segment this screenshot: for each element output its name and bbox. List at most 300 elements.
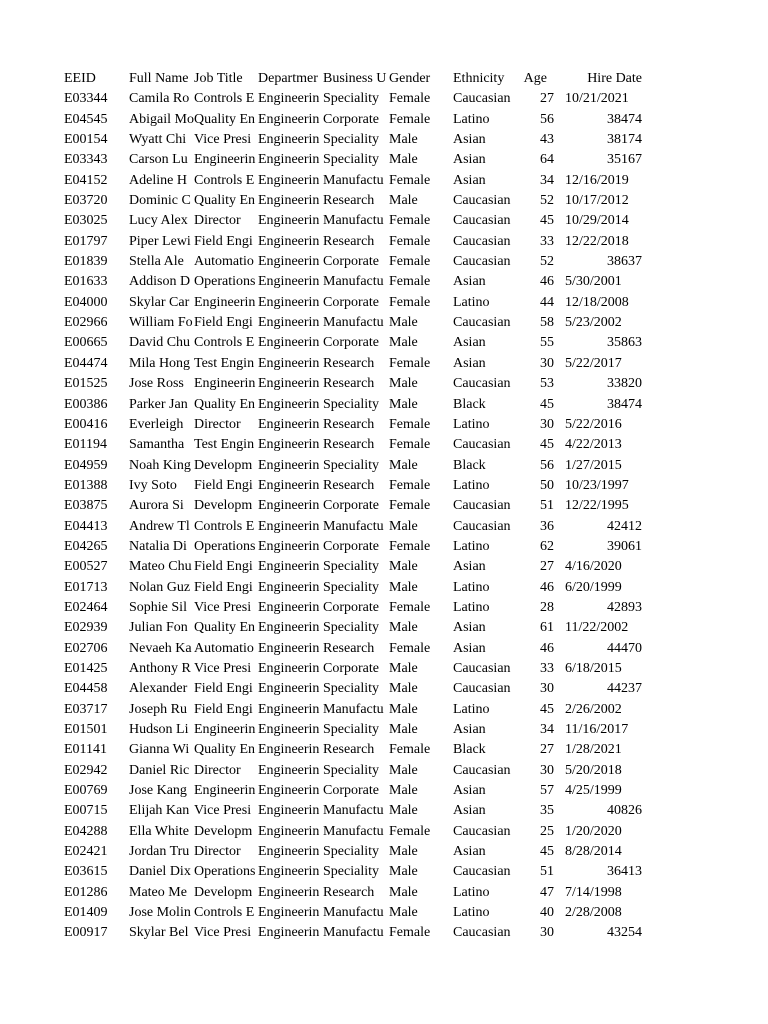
cell-ethnicity[interactable]: Caucasian: [453, 254, 511, 270]
cell-department[interactable]: Engineerin: [258, 762, 320, 778]
cell-job-title[interactable]: Controls E: [194, 172, 255, 188]
cell-business-unit[interactable]: Speciality: [323, 91, 379, 107]
cell-eeid[interactable]: E03344: [64, 91, 108, 107]
cell-job-title[interactable]: Controls E: [194, 905, 255, 921]
cell-department[interactable]: Engineerin: [258, 335, 320, 351]
cell-job-title[interactable]: Field Engi: [194, 681, 253, 697]
cell-age[interactable]: 51: [540, 864, 554, 880]
cell-full-name[interactable]: Natalia Di: [129, 538, 187, 554]
cell-full-name[interactable]: Alexander: [129, 681, 188, 697]
cell-business-unit[interactable]: Speciality: [323, 864, 379, 880]
cell-department[interactable]: Engineerin: [258, 559, 320, 575]
cell-job-title[interactable]: Controls E: [194, 91, 255, 107]
cell-hire-date[interactable]: 10/23/1997: [565, 477, 629, 493]
cell-department[interactable]: Engineerin: [258, 640, 320, 656]
cell-full-name[interactable]: Mila Hong: [129, 355, 191, 371]
cell-gender[interactable]: Female: [389, 355, 431, 371]
cell-age[interactable]: 34: [540, 172, 554, 188]
cell-ethnicity[interactable]: Asian: [453, 640, 486, 656]
cell-business-unit[interactable]: Manufactu: [323, 213, 384, 229]
cell-ethnicity[interactable]: Caucasian: [453, 498, 511, 514]
cell-eeid[interactable]: E04265: [64, 538, 108, 554]
cell-hire-date[interactable]: 10/29/2014: [565, 213, 629, 229]
cell-eeid[interactable]: E03615: [64, 864, 108, 880]
header-ethnicity[interactable]: Ethnicity: [453, 71, 505, 86]
cell-hire-date[interactable]: 39061: [607, 538, 642, 554]
cell-gender[interactable]: Male: [389, 681, 418, 697]
cell-ethnicity[interactable]: Asian: [453, 355, 486, 371]
cell-full-name[interactable]: Ella White: [129, 823, 189, 839]
cell-gender[interactable]: Male: [389, 579, 418, 595]
cell-business-unit[interactable]: Speciality: [323, 844, 379, 860]
cell-full-name[interactable]: Mateo Chu: [129, 559, 192, 575]
cell-full-name[interactable]: Skylar Bel: [129, 925, 189, 941]
cell-full-name[interactable]: David Chu: [129, 335, 191, 351]
cell-full-name[interactable]: Ivy Soto: [129, 477, 177, 493]
cell-gender[interactable]: Male: [389, 193, 418, 209]
cell-full-name[interactable]: Addison D: [129, 274, 191, 290]
cell-job-title[interactable]: Field Engi: [194, 559, 253, 575]
cell-job-title[interactable]: Automatio: [194, 640, 254, 656]
cell-eeid[interactable]: E01713: [64, 579, 108, 595]
cell-full-name[interactable]: Noah King: [129, 457, 191, 473]
cell-department[interactable]: Engineerin: [258, 925, 320, 941]
cell-eeid[interactable]: E04458: [64, 681, 108, 697]
cell-department[interactable]: Engineerin: [258, 538, 320, 554]
cell-ethnicity[interactable]: Caucasian: [453, 925, 511, 941]
cell-business-unit[interactable]: Speciality: [323, 559, 379, 575]
cell-job-title[interactable]: Quality En: [194, 620, 256, 636]
cell-business-unit[interactable]: Corporate: [323, 498, 379, 514]
cell-hire-date[interactable]: 5/22/2017: [565, 355, 622, 371]
cell-full-name[interactable]: Samantha: [129, 437, 185, 453]
cell-ethnicity[interactable]: Asian: [453, 844, 486, 860]
cell-ethnicity[interactable]: Caucasian: [453, 681, 511, 697]
cell-eeid[interactable]: E02421: [64, 844, 108, 860]
cell-hire-date[interactable]: 11/16/2017: [565, 722, 629, 737]
cell-department[interactable]: Engineerin: [258, 722, 320, 737]
cell-gender[interactable]: Female: [389, 498, 431, 514]
cell-hire-date[interactable]: 5/22/2016: [565, 416, 622, 432]
cell-full-name[interactable]: Stella Ale: [129, 254, 184, 270]
cell-age[interactable]: 45: [540, 437, 554, 453]
cell-age[interactable]: 51: [540, 498, 554, 514]
cell-hire-date[interactable]: 11/22/2002: [565, 620, 629, 636]
cell-hire-date[interactable]: 12/18/2008: [565, 294, 629, 310]
cell-department[interactable]: Engineerin: [258, 905, 320, 921]
cell-job-title[interactable]: Field Engi: [194, 233, 253, 249]
cell-business-unit[interactable]: Speciality: [323, 579, 379, 595]
cell-job-title[interactable]: Vice Presi: [194, 132, 252, 148]
cell-gender[interactable]: Female: [389, 213, 431, 229]
cell-age[interactable]: 56: [540, 111, 554, 127]
cell-age[interactable]: 35: [540, 803, 554, 819]
cell-business-unit[interactable]: Corporate: [323, 111, 379, 127]
cell-age[interactable]: 58: [540, 315, 554, 331]
cell-eeid[interactable]: E01409: [64, 905, 108, 921]
cell-department[interactable]: Engineerin: [258, 233, 320, 249]
cell-age[interactable]: 30: [540, 762, 554, 778]
cell-hire-date[interactable]: 5/23/2002: [565, 315, 622, 331]
cell-hire-date[interactable]: 10/17/2012: [565, 193, 629, 209]
cell-hire-date[interactable]: 2/26/2002: [565, 701, 622, 717]
cell-department[interactable]: Engineerin: [258, 294, 320, 310]
cell-ethnicity[interactable]: Latino: [453, 599, 490, 615]
cell-job-title[interactable]: Developm: [194, 457, 253, 473]
cell-age[interactable]: 45: [540, 213, 554, 229]
cell-department[interactable]: Engineerin: [258, 274, 320, 290]
cell-gender[interactable]: Female: [389, 538, 431, 554]
cell-gender[interactable]: Male: [389, 762, 418, 778]
cell-job-title[interactable]: Director: [194, 844, 241, 860]
header-age[interactable]: Age: [523, 71, 547, 86]
cell-age[interactable]: 45: [540, 396, 554, 412]
cell-full-name[interactable]: Nolan Guz: [129, 579, 191, 595]
cell-job-title[interactable]: Automatio: [194, 254, 254, 270]
cell-business-unit[interactable]: Research: [323, 884, 375, 900]
cell-age[interactable]: 61: [540, 620, 554, 636]
cell-full-name[interactable]: Parker Jan: [129, 396, 188, 412]
cell-ethnicity[interactable]: Caucasian: [453, 91, 511, 107]
cell-hire-date[interactable]: 38174: [607, 132, 642, 148]
cell-eeid[interactable]: E00769: [64, 783, 108, 799]
cell-department[interactable]: Engineerin: [258, 457, 320, 473]
cell-eeid[interactable]: E04000: [64, 294, 108, 310]
cell-gender[interactable]: Male: [389, 335, 418, 351]
cell-hire-date[interactable]: 43254: [607, 925, 642, 941]
cell-ethnicity[interactable]: Latino: [453, 579, 490, 595]
cell-gender[interactable]: Male: [389, 844, 418, 860]
cell-hire-date[interactable]: 1/28/2021: [565, 742, 622, 758]
cell-hire-date[interactable]: 4/16/2020: [565, 559, 622, 575]
cell-business-unit[interactable]: Corporate: [323, 538, 379, 554]
cell-business-unit[interactable]: Research: [323, 640, 375, 656]
cell-ethnicity[interactable]: Latino: [453, 477, 490, 493]
cell-age[interactable]: 46: [540, 274, 554, 290]
cell-gender[interactable]: Female: [389, 640, 431, 656]
cell-gender[interactable]: Female: [389, 274, 431, 290]
cell-eeid[interactable]: E03875: [64, 498, 108, 514]
cell-ethnicity[interactable]: Asian: [453, 803, 486, 819]
cell-age[interactable]: 53: [540, 376, 554, 392]
header-department[interactable]: Departmer: [258, 71, 318, 86]
cell-business-unit[interactable]: Manufactu: [323, 274, 384, 290]
cell-full-name[interactable]: Lucy Alex: [129, 213, 188, 229]
cell-hire-date[interactable]: 7/14/1998: [565, 884, 622, 900]
cell-age[interactable]: 27: [540, 559, 554, 575]
cell-eeid[interactable]: E04152: [64, 172, 108, 188]
cell-full-name[interactable]: Mateo Me: [129, 884, 187, 900]
cell-job-title[interactable]: Test Engin: [194, 437, 255, 453]
cell-age[interactable]: 50: [540, 477, 554, 493]
cell-department[interactable]: Engineerin: [258, 315, 320, 331]
cell-eeid[interactable]: E00715: [64, 803, 108, 819]
cell-hire-date[interactable]: 1/20/2020: [565, 823, 622, 839]
cell-job-title[interactable]: Field Engi: [194, 477, 253, 493]
cell-business-unit[interactable]: Manufactu: [323, 315, 384, 331]
cell-age[interactable]: 45: [540, 844, 554, 860]
cell-business-unit[interactable]: Research: [323, 376, 375, 392]
cell-gender[interactable]: Male: [389, 783, 418, 799]
cell-full-name[interactable]: Jose Molin: [129, 905, 191, 921]
cell-department[interactable]: Engineerin: [258, 844, 320, 860]
cell-ethnicity[interactable]: Latino: [453, 884, 490, 900]
cell-business-unit[interactable]: Manufactu: [323, 172, 384, 188]
cell-gender[interactable]: Male: [389, 376, 418, 392]
cell-age[interactable]: 44: [540, 294, 554, 310]
cell-hire-date[interactable]: 1/27/2015: [565, 457, 622, 473]
cell-full-name[interactable]: Andrew Tl: [129, 518, 190, 534]
cell-age[interactable]: 30: [540, 416, 554, 432]
cell-eeid[interactable]: E00527: [64, 559, 108, 575]
cell-age[interactable]: 30: [540, 925, 554, 941]
cell-job-title[interactable]: Developm: [194, 823, 253, 839]
cell-full-name[interactable]: Adeline H: [129, 172, 187, 188]
cell-age[interactable]: 27: [540, 91, 554, 107]
cell-age[interactable]: 56: [540, 457, 554, 473]
cell-full-name[interactable]: Nevaeh Ka: [129, 640, 192, 656]
cell-job-title[interactable]: Controls E: [194, 335, 255, 351]
cell-job-title[interactable]: Controls E: [194, 518, 255, 534]
cell-gender[interactable]: Female: [389, 233, 431, 249]
cell-full-name[interactable]: Jordan Tru: [129, 844, 190, 860]
cell-business-unit[interactable]: Corporate: [323, 294, 379, 310]
cell-full-name[interactable]: Anthony R: [129, 660, 191, 676]
cell-age[interactable]: 43: [540, 132, 554, 148]
cell-ethnicity[interactable]: Caucasian: [453, 823, 511, 839]
cell-age[interactable]: 64: [540, 152, 554, 168]
cell-business-unit[interactable]: Corporate: [323, 660, 379, 676]
cell-gender[interactable]: Male: [389, 884, 418, 900]
cell-job-title[interactable]: Operations: [194, 538, 256, 554]
cell-business-unit[interactable]: Speciality: [323, 681, 379, 697]
cell-business-unit[interactable]: Research: [323, 742, 375, 758]
cell-job-title[interactable]: Quality En: [194, 742, 256, 758]
cell-gender[interactable]: Male: [389, 803, 418, 819]
cell-department[interactable]: Engineerin: [258, 416, 320, 432]
cell-hire-date[interactable]: 42893: [607, 599, 642, 615]
cell-hire-date[interactable]: 4/22/2013: [565, 437, 622, 453]
cell-department[interactable]: Engineerin: [258, 172, 320, 188]
cell-department[interactable]: Engineerin: [258, 213, 320, 229]
cell-department[interactable]: Engineerin: [258, 91, 320, 107]
cell-eeid[interactable]: E01425: [64, 660, 108, 676]
cell-job-title[interactable]: Engineerin: [194, 376, 256, 392]
cell-hire-date[interactable]: 36413: [607, 864, 642, 880]
cell-business-unit[interactable]: Manufactu: [323, 823, 384, 839]
cell-hire-date[interactable]: 33820: [607, 376, 642, 392]
cell-age[interactable]: 30: [540, 355, 554, 371]
cell-age[interactable]: 55: [540, 335, 554, 351]
cell-hire-date[interactable]: 6/18/2015: [565, 660, 622, 676]
cell-ethnicity[interactable]: Asian: [453, 274, 486, 290]
cell-gender[interactable]: Female: [389, 91, 431, 107]
cell-eeid[interactable]: E03025: [64, 213, 108, 229]
cell-ethnicity[interactable]: Latino: [453, 416, 490, 432]
cell-ethnicity[interactable]: Caucasian: [453, 660, 511, 676]
cell-gender[interactable]: Female: [389, 254, 431, 270]
cell-full-name[interactable]: William Fo: [129, 315, 193, 331]
cell-ethnicity[interactable]: Asian: [453, 559, 486, 575]
cell-gender[interactable]: Female: [389, 599, 431, 615]
cell-eeid[interactable]: E04413: [64, 518, 108, 534]
cell-job-title[interactable]: Field Engi: [194, 701, 253, 717]
cell-full-name[interactable]: Joseph Ru: [129, 701, 187, 717]
cell-department[interactable]: Engineerin: [258, 599, 320, 615]
cell-ethnicity[interactable]: Asian: [453, 783, 486, 799]
cell-business-unit[interactable]: Research: [323, 355, 375, 371]
cell-hire-date[interactable]: 44470: [607, 640, 642, 656]
cell-eeid[interactable]: E02942: [64, 762, 108, 778]
header-full-name[interactable]: Full Name: [129, 71, 189, 86]
cell-gender[interactable]: Female: [389, 416, 431, 432]
cell-eeid[interactable]: E04288: [64, 823, 108, 839]
cell-ethnicity[interactable]: Caucasian: [453, 437, 511, 453]
cell-eeid[interactable]: E00416: [64, 416, 108, 432]
cell-job-title[interactable]: Quality En: [194, 396, 256, 412]
cell-eeid[interactable]: E02706: [64, 640, 108, 656]
cell-gender[interactable]: Male: [389, 396, 418, 412]
cell-eeid[interactable]: E03717: [64, 701, 108, 717]
cell-gender[interactable]: Female: [389, 437, 431, 453]
cell-age[interactable]: 25: [540, 823, 554, 839]
cell-eeid[interactable]: E01797: [64, 233, 108, 249]
cell-ethnicity[interactable]: Asian: [453, 722, 486, 737]
cell-job-title[interactable]: Engineerin: [194, 722, 256, 737]
cell-job-title[interactable]: Vice Presi: [194, 660, 252, 676]
cell-business-unit[interactable]: Research: [323, 416, 375, 432]
cell-job-title[interactable]: Vice Presi: [194, 803, 252, 819]
cell-job-title[interactable]: Test Engin: [194, 355, 255, 371]
cell-eeid[interactable]: E01525: [64, 376, 108, 392]
cell-business-unit[interactable]: Research: [323, 477, 375, 493]
cell-full-name[interactable]: Aurora Si: [129, 498, 184, 514]
cell-full-name[interactable]: Daniel Dix: [129, 864, 191, 880]
cell-job-title[interactable]: Director: [194, 213, 241, 229]
cell-hire-date[interactable]: 35167: [607, 152, 642, 168]
cell-gender[interactable]: Female: [389, 111, 431, 127]
cell-age[interactable]: 33: [540, 660, 554, 676]
cell-hire-date[interactable]: 10/21/2021: [565, 91, 629, 107]
cell-hire-date[interactable]: 2/28/2008: [565, 905, 622, 921]
cell-department[interactable]: Engineerin: [258, 681, 320, 697]
cell-full-name[interactable]: Julian Fon: [129, 620, 188, 636]
cell-full-name[interactable]: Dominic C: [129, 193, 191, 209]
cell-hire-date[interactable]: 12/22/1995: [565, 498, 629, 514]
cell-eeid[interactable]: E02939: [64, 620, 108, 636]
cell-ethnicity[interactable]: Caucasian: [453, 233, 511, 249]
cell-age[interactable]: 45: [540, 701, 554, 717]
cell-business-unit[interactable]: Speciality: [323, 457, 379, 473]
cell-age[interactable]: 62: [540, 538, 554, 554]
cell-gender[interactable]: Male: [389, 132, 418, 148]
cell-ethnicity[interactable]: Asian: [453, 620, 486, 636]
cell-hire-date[interactable]: 44237: [607, 681, 642, 697]
cell-full-name[interactable]: Skylar Car: [129, 294, 190, 310]
cell-job-title[interactable]: Operations: [194, 274, 256, 290]
cell-full-name[interactable]: Jose Ross: [129, 376, 184, 392]
cell-department[interactable]: Engineerin: [258, 884, 320, 900]
cell-full-name[interactable]: Sophie Sil: [129, 599, 187, 615]
cell-gender[interactable]: Female: [389, 925, 431, 941]
cell-hire-date[interactable]: 8/28/2014: [565, 844, 622, 860]
cell-ethnicity[interactable]: Latino: [453, 538, 490, 554]
cell-business-unit[interactable]: Speciality: [323, 396, 379, 412]
cell-eeid[interactable]: E00917: [64, 925, 108, 941]
cell-ethnicity[interactable]: Black: [453, 396, 486, 412]
header-job-title[interactable]: Job Title: [194, 71, 243, 86]
cell-department[interactable]: Engineerin: [258, 437, 320, 453]
cell-department[interactable]: Engineerin: [258, 701, 320, 717]
cell-eeid[interactable]: E04545: [64, 111, 108, 127]
header-eeid[interactable]: EEID: [64, 71, 96, 86]
cell-eeid[interactable]: E04959: [64, 457, 108, 473]
cell-full-name[interactable]: Piper Lewi: [129, 233, 191, 249]
cell-age[interactable]: 40: [540, 905, 554, 921]
cell-age[interactable]: 30: [540, 681, 554, 697]
cell-age[interactable]: 46: [540, 579, 554, 595]
cell-full-name[interactable]: Hudson Li: [129, 722, 189, 737]
cell-ethnicity[interactable]: Caucasian: [453, 762, 511, 778]
cell-department[interactable]: Engineerin: [258, 660, 320, 676]
cell-business-unit[interactable]: Corporate: [323, 335, 379, 351]
cell-business-unit[interactable]: Corporate: [323, 599, 379, 615]
cell-business-unit[interactable]: Research: [323, 193, 375, 209]
cell-job-title[interactable]: Quality En: [194, 111, 256, 127]
cell-job-title[interactable]: Director: [194, 762, 241, 778]
cell-gender[interactable]: Male: [389, 620, 418, 636]
cell-job-title[interactable]: Field Engi: [194, 579, 253, 595]
cell-business-unit[interactable]: Corporate: [323, 783, 379, 799]
cell-full-name[interactable]: Everleigh: [129, 416, 184, 432]
cell-ethnicity[interactable]: Caucasian: [453, 864, 511, 880]
cell-ethnicity[interactable]: Latino: [453, 701, 490, 717]
cell-job-title[interactable]: Operations: [194, 864, 256, 880]
cell-job-title[interactable]: Engineerin: [194, 294, 256, 310]
cell-gender[interactable]: Male: [389, 518, 418, 534]
cell-ethnicity[interactable]: Caucasian: [453, 376, 511, 392]
cell-business-unit[interactable]: Manufactu: [323, 905, 384, 921]
cell-eeid[interactable]: E01633: [64, 274, 108, 290]
cell-hire-date[interactable]: 38637: [607, 254, 642, 270]
cell-job-title[interactable]: Director: [194, 416, 241, 432]
cell-eeid[interactable]: E00154: [64, 132, 108, 148]
cell-eeid[interactable]: E02966: [64, 315, 108, 331]
header-hire-date[interactable]: Hire Date: [587, 71, 642, 86]
cell-full-name[interactable]: Wyatt Chi: [129, 132, 187, 148]
cell-business-unit[interactable]: Speciality: [323, 762, 379, 778]
cell-hire-date[interactable]: 40826: [607, 803, 642, 819]
cell-business-unit[interactable]: Speciality: [323, 132, 379, 148]
cell-ethnicity[interactable]: Latino: [453, 294, 490, 310]
cell-department[interactable]: Engineerin: [258, 152, 320, 168]
cell-ethnicity[interactable]: Latino: [453, 905, 490, 921]
cell-job-title[interactable]: Quality En: [194, 193, 256, 209]
cell-eeid[interactable]: E01388: [64, 477, 108, 493]
cell-department[interactable]: Engineerin: [258, 579, 320, 595]
cell-hire-date[interactable]: 5/20/2018: [565, 762, 622, 778]
cell-gender[interactable]: Male: [389, 660, 418, 676]
cell-business-unit[interactable]: Manufactu: [323, 803, 384, 819]
cell-eeid[interactable]: E00665: [64, 335, 108, 351]
cell-department[interactable]: Engineerin: [258, 477, 320, 493]
cell-eeid[interactable]: E03720: [64, 193, 108, 209]
cell-ethnicity[interactable]: Latino: [453, 111, 490, 127]
cell-full-name[interactable]: Jose Kang: [129, 783, 187, 799]
cell-department[interactable]: Engineerin: [258, 254, 320, 270]
cell-department[interactable]: Engineerin: [258, 823, 320, 839]
cell-hire-date[interactable]: 12/22/2018: [565, 233, 629, 249]
